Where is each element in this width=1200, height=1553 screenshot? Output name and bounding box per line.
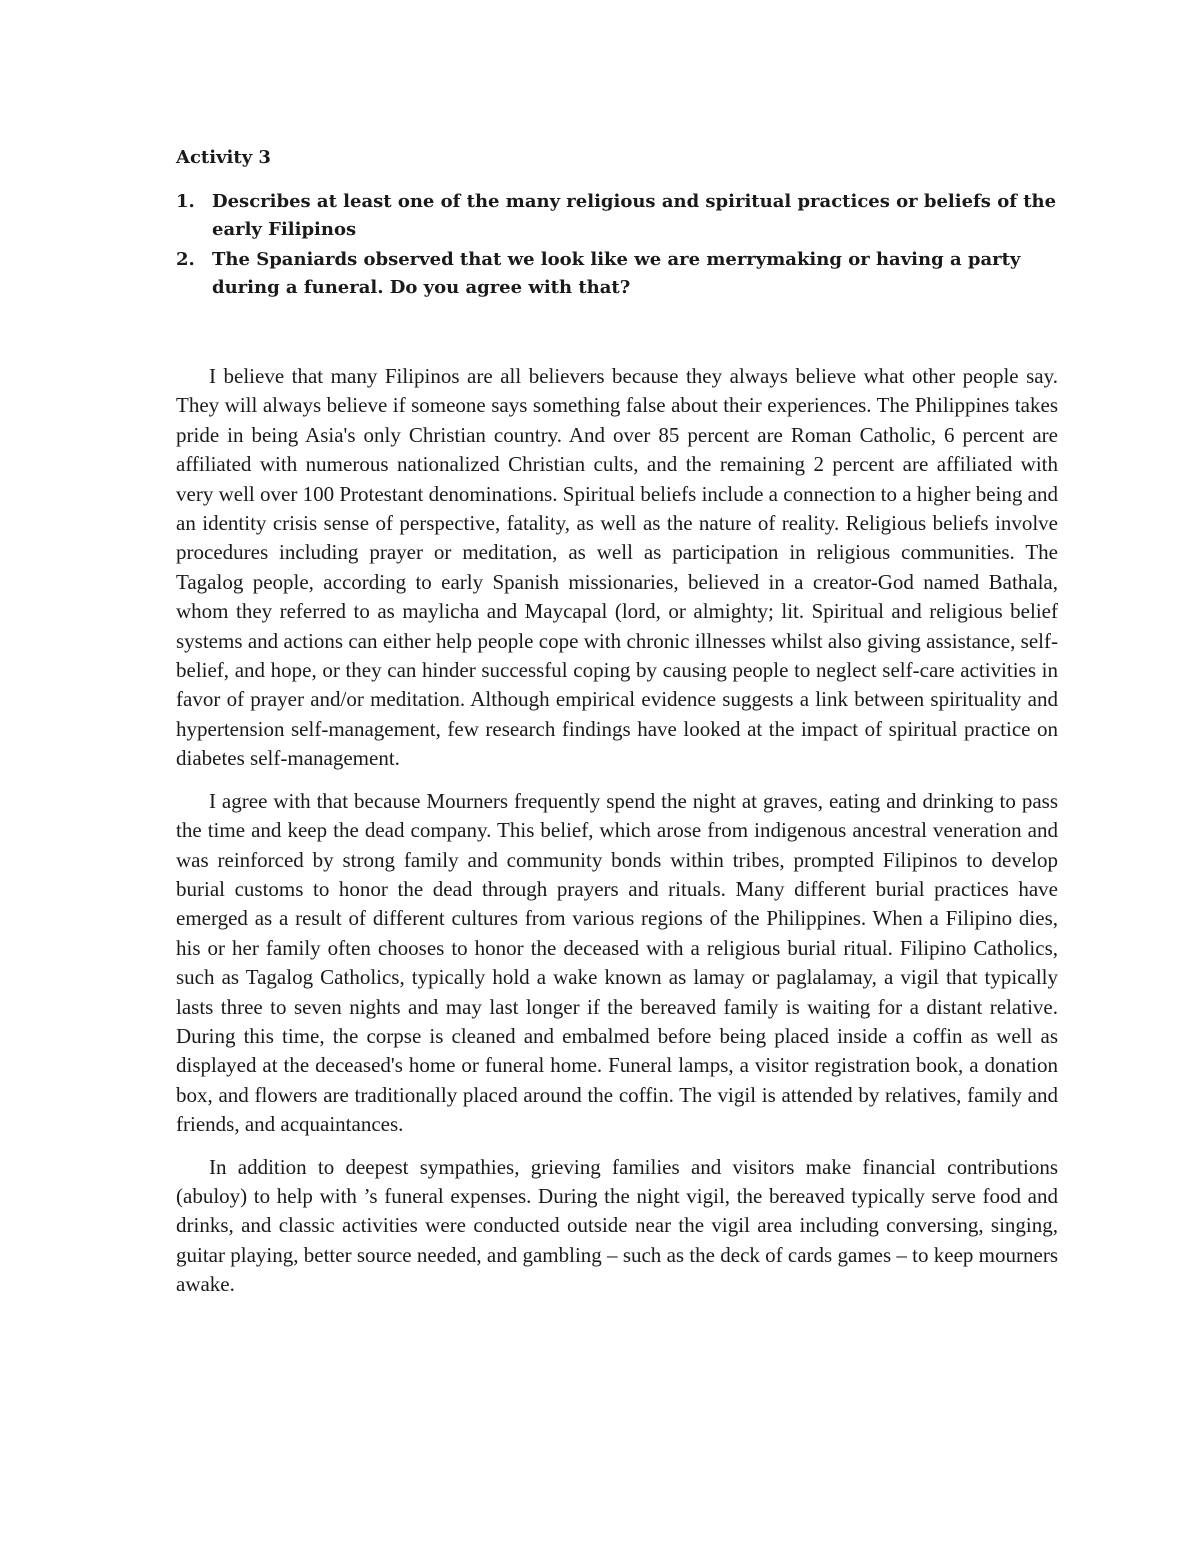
question-text: The Spaniards observed that we look like we are merrymaking or having a party during a funeral. Do you agree with that? — [212, 249, 1021, 298]
activity-heading: Activity 3 — [176, 147, 271, 168]
question-text: Describes at least one of the many religious and spiritual practices or beliefs of the early Filipinos — [212, 191, 1057, 240]
document-body — [176, 144, 1058, 1313]
answer-section — [176, 362, 1058, 1300]
answer-paragraph-3: In addition to deepest sympathies, grieving families and visitors make financial contributions (abuloy) to help with ’s funeral expenses. During the night vigil, the bereaved typically serve food and drinks, and classic activities were conducted outside near the vigil area including conversing, singing, guitar playing, better source needed, and gambling – such as the deck of cards games – to keep mourners awake. — [176, 1154, 1058, 1297]
answer-paragraph-2: I agree with that because Mourners frequently spend the night at graves, eating and drinking to pass the time and keep the dead company. This belief, which arose from indigenous ancestral veneration and was reinforced by strong family and community bonds within tribes, prompted Filipinos to develop burial customs to honor the dead through prayers and rituals. Many different burial practices have emerged as a result of different cultures from various regions of the Philippines. When a Filipino dies, his or her family often chooses to honor the deceased with a religious burial ritual. Filipino Catholics, such as Tagalog Catholics, typically hold a wake known as lamay or paglalamay, a vigil that typically lasts three to seven nights and may last longer if the bereaved family is waiting for a distant relative. During this time, the corpse is cleaned and embalmed before being placed inside a coffin as well as displayed at the deceased's home or funeral home. Funeral lamps, a visitor registration book, a donation box, and flowers are traditionally placed around the coffin. The vigil is attended by relatives, family and friends, and acquaintances. — [176, 788, 1058, 1137]
question-list — [176, 188, 1058, 302]
answer-paragraph-1: I believe that many Filipinos are all believers because they always believe what other people say. They will always believe if someone says something false about their experiences. The Philippines takes pride in being Asia's only Christian country. And over 85 percent are Roman Catholic, 6 percent are affiliated with numerous nationalized Christian cults, and the remaining 2 percent are affiliated with very well over 100 Protestant denominations. Spiritual beliefs include a connection to a higher being and an identity crisis sense of perspective, fatality, as well as the nature of reality. Religious beliefs involve procedures including prayer or meditation, as well as participation in religious communities. The Tagalog people, according to early Spanish missionaries, believed in a creator-God named Bathala, whom they referred to as maylicha and Maycapal (lord, or almighty; lit. Spiritual and religious belief systems and actions can either help people cope with chronic illnesses whilst also giving assistance, self-belief, and hope, or they can hinder successful coping by causing people to neglect self-care activities in favor of prayer and/or meditation. Although empirical evidence suggests a link between spirituality and hypertension self-management, few research findings have looked at the impact of spiritual practice on diabetes self-management. — [176, 364, 1058, 771]
question-item — [176, 246, 1058, 302]
question-item — [176, 188, 1058, 244]
question-number: 1. — [176, 191, 195, 212]
question-number: 2. — [176, 249, 195, 270]
